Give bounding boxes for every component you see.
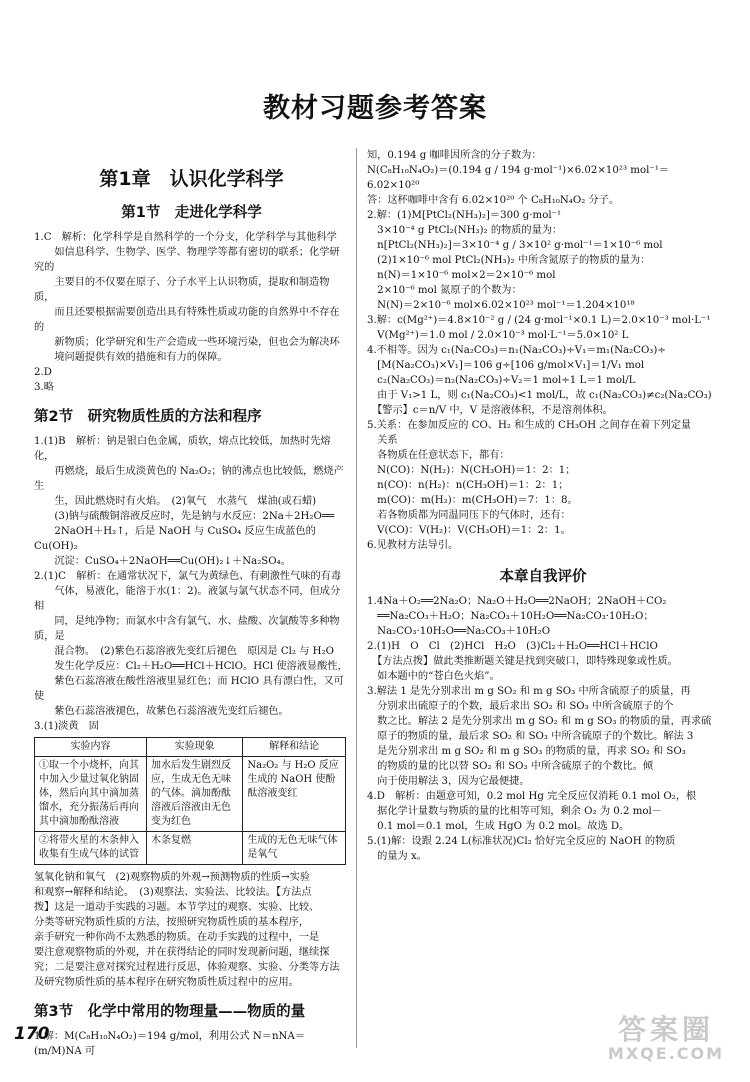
chapter-title: 第1章 认识化学科学 xyxy=(99,168,284,190)
text-line: 发生化学反应：Cl₂＋H₂O══HCl＋HClO。HCl 使溶液显酸性， xyxy=(34,661,348,672)
text-line: 原子的物质的量，最后求 SO₂ 和 SO₃ 中所含硫原子的个数比。解法 3 xyxy=(367,731,694,742)
text-line: 由于 V₁>1 L，则 c₁(Na₂CO₃)<1 mol/L，故 c₁(Na₂CO₃)≠c₂(Na₂CO₃) xyxy=(367,390,712,401)
text-line: 2.解：(1)M[PtCl₂(NH₃)₂]＝300 g·mol⁻¹ xyxy=(367,210,562,221)
text-line: 4.D 解析：由题意可知，0.2 mol Hg 完全反应仅消耗 0.1 mol O₂，根 xyxy=(367,791,697,802)
text-line: ══Na₂CO₃＋H₂O；Na₂CO₃＋10H₂O══Na₂CO₃·10H₂O； xyxy=(367,611,654,622)
left-column xyxy=(34,150,349,1059)
table-row xyxy=(35,832,346,865)
text-line: 再燃烧，最后生成淡黄色的 Na₂O₂；钠的沸点也比较低，燃烧产生 xyxy=(34,466,344,492)
text-line: 2.(1)C 解析：在通常状况下，氯气为黄绿色、有刺激性气味的有毒 xyxy=(34,571,342,582)
text-line: 分类等研究物质性质的方法，按照研究物质性质的基本程序， xyxy=(34,917,310,928)
watermark-url: MXQE.COM xyxy=(607,1044,725,1063)
text-line: 紫色石蕊溶液在酸性溶液里显红色；而 HClO 具有漂白性，又可使 xyxy=(34,676,344,702)
text-line: 沉淀：CuSO₄＋2NaOH══Cu(OH)₂↓＋Na₂SO₄。 xyxy=(34,556,291,567)
page-title: 教材习题参考答案 xyxy=(263,93,487,124)
text-line: 若各物质都为同温同压下的气体时，还有： xyxy=(367,510,571,521)
text-line: 的量为 x。 xyxy=(367,851,427,862)
text-line: 3.略 xyxy=(34,382,54,393)
table-cell: 木条复燃 xyxy=(146,832,242,865)
text-line: 主要目的不仅要在原子、分子水平上认识物质，提取和制造物质， xyxy=(34,277,330,303)
text-line: 分别求出硫原子的个数，最后求出 SO₂ 和 SO₃ 中所含硫原子的个 xyxy=(367,701,674,712)
table-header: 实验内容 xyxy=(35,738,147,757)
text-line: 3.(1)淡黄 固 xyxy=(34,721,99,732)
text-line: 而且还要根据需要创造出具有特殊性质或功能的自然界中不存在的 xyxy=(34,307,340,333)
section-1-title: 第1节 走进化学科学 xyxy=(121,205,262,221)
watermark-logo xyxy=(596,1008,736,1068)
text-line: 的物质的量的比以替 SO₂ 和 SO₃ 中所含硫原子的个数比。倾 xyxy=(367,761,654,772)
text-line: 新物质；化学研究和生产会造成一些环境污染，但也会为解决环 xyxy=(34,337,340,348)
text-line: 氢氧化钠和氧气 (2)观察物质的外观→预测物质的性质→实验 xyxy=(34,872,311,883)
after-table-body xyxy=(34,870,349,990)
watermark-text: 答案圈 xyxy=(617,1013,714,1046)
text-line: 亲手研究一种你尚不太熟悉的物质。在动手实践的过程中，一是 xyxy=(34,932,320,943)
text-line: 混合物。 (2)紫色石蕊溶液先变红后褪色 原因是 Cl₂ 与 H₂O xyxy=(34,646,335,657)
text-line: 2NaOH＋H₂↑，后是 NaOH 与 CuSO₄ 反应生成蓝色的 Cu(OH)₂ xyxy=(34,526,316,552)
text-line: 据化学计量数与物质的量的比相等可知，剩余 O₂ 为 0.2 mol－ xyxy=(367,806,662,817)
text-line: n[PtCl₂(NH₃)₂]＝3×10⁻⁴ g / 3×10² g·mol⁻¹＝1×10⁻⁶ mol xyxy=(367,240,663,251)
text-line: 如本题中的“苍白色火焰”。 xyxy=(367,671,500,682)
text-line: 3.解法 1 是先分别求出 m g SO₂ 和 m g SO₃ 中所含硫原子的质量，再 xyxy=(367,686,691,697)
text-line: 3.解：c(Mg²⁺)＝4.8×10⁻² g / (24 g·mol⁻¹×0.1 L)＝2.0×10⁻³ mol·L⁻¹ xyxy=(367,315,711,326)
text-line: 同，是纯净物；而氯水中含有氯气、水、盐酸、次氯酸等多种物质，是 xyxy=(34,616,340,642)
text-line: 2×10⁻⁶ mol 氮原子的个数为： xyxy=(367,285,522,296)
text-line: 5.关系：在参加反应的 CO、H₂ 和生成的 CH₃OH 之间存在着下列定量 xyxy=(367,420,692,431)
table-cell: 生成的无色无味气体是氧气 xyxy=(243,832,346,865)
text-line: N(N)＝2×10⁻⁶ mol×6.02×10²³ mol⁻¹＝1.204×10¹⁸ xyxy=(367,300,635,311)
text-line: n(N)＝1×10⁻⁶ mol×2＝2×10⁻⁶ mol xyxy=(367,270,556,281)
text-line: 向于使用解法 3，因为它最便捷。 xyxy=(367,776,530,787)
experiment-table xyxy=(34,737,346,865)
text-line: 如信息科学、生物学、医学、物理学等都有密切的联系；化学研究的 xyxy=(34,247,340,273)
column-divider xyxy=(356,148,357,1048)
text-line: 各物质在任意状态下，都有： xyxy=(367,450,510,461)
text-line: 6.见教材方法导引。 xyxy=(367,540,459,551)
text-line: 0.1 mol＝0.1 mol，生成 HgO 为 0.2 mol。故选 D。 xyxy=(367,821,630,832)
section-2-title: 第2节 研究物质性质的方法和程序 xyxy=(34,409,262,425)
text-line: 和观察→解释和结论。 (3)观察法、实验法、比较法。【方法点 xyxy=(34,887,312,898)
text-line: 2.(1)H O Cl (2)HCl H₂O (3)Cl₂＋H₂O══HCl＋HClO xyxy=(367,641,658,652)
text-line: c₂(Na₂CO₃)＝n₂(Na₂CO₃)÷V₂＝1 mol÷1 L＝1 mol/L xyxy=(367,375,636,386)
page-number: 170 xyxy=(14,1024,50,1044)
text-line: 数之比。解法 2 是先分别求出 m g SO₂ 和 m g SO₃ 的物质的量，再求硫 xyxy=(367,716,712,727)
text-line: 【警示】c＝n/V 中，V 是溶液体积，不是溶剂体积。 xyxy=(367,405,613,416)
text-line: m(CO)：m(H₂)：m(CH₃OH)＝7：1：8。 xyxy=(367,495,578,506)
text-line: (3)钠与硫酸铜溶液反应时，先是钠与水反应：2Na＋2H₂O══ xyxy=(34,511,335,522)
text-line: 生，因此燃烧时有火焰。 (2)氧气 水蒸气 煤油(或石蜡) xyxy=(34,496,317,507)
table-row xyxy=(35,757,346,832)
text-line: n(CO)：n(H₂)：n(CH₃OH)＝1：2：1； xyxy=(367,480,569,491)
text-line: 紫色石蕊溶液褪色，故紫色石蕊溶液先变红后褪色。 xyxy=(34,706,289,717)
text-line: 关系 xyxy=(367,435,398,446)
text-line: 答：这杯咖啡中含有 6.02×10²⁰ 个 C₈H₁₀N₄O₂ 分子。 xyxy=(367,195,620,206)
text-line: 1.(1)B 解析：钠是银白色金属，质软，熔点比较低，加热时先熔化， xyxy=(34,436,331,462)
text-line: Na₂CO₃·10H₂O══Na₂CO₃＋10H₂O xyxy=(367,626,551,637)
text-line: 拨】这是一道动手实践的习题。本节学过的观察、实验、比较、 xyxy=(34,902,320,913)
text-line: 5.(1)解：设跟 2.24 L(标准状况)Cl₂ 恰好完全反应的 NaOH 的物质 xyxy=(367,836,676,847)
text-line: V(CO)：V(H₂)：V(CH₃OH)＝1：2：1。 xyxy=(367,525,571,536)
text-line: N(C₈H₁₀N₄O₂)＝(0.194 g / 194 g·mol⁻¹)×6.02×10²³ mol⁻¹＝6.02×10²⁰ xyxy=(367,165,669,191)
text-line: 1.解：M(C₈H₁₀N₄O₂)＝194 g/mol，利用公式 N＝nNA＝(m/M)NA 可 xyxy=(34,1031,306,1057)
right-answers-b xyxy=(367,594,719,864)
table-cell: 加水后发生剧烈反应，生成无色无味的气体。滴加酚酞溶液后溶液由无色变为红色 xyxy=(146,757,242,832)
table-header: 实验现象 xyxy=(146,738,242,757)
text-line: 气体，易液化，能溶于水(1：2)。液氯与氯气状态不同，但成分相 xyxy=(34,586,341,612)
table-header: 解释和结论 xyxy=(243,738,346,757)
table-cell: Na₂O₂ 与 H₂O 反应生成的 NaOH 使酚酞溶液变红 xyxy=(243,757,346,832)
table-cell: ①取一个小烧杯，向其中加入少量过氧化钠固体，然后向其中滴加蒸馏水，充分振荡后再向其中滴加酚酞溶液 xyxy=(35,757,147,832)
right-answers-a xyxy=(367,148,719,553)
text-line: 究；二是要注意对探究过程进行反思，体验观察、实验、分类等方法 xyxy=(34,962,340,973)
text-line: V(Mg²⁺)＝1.0 mol / 2.0×10⁻³ mol·L⁻¹＝5.0×10² L xyxy=(367,330,629,341)
text-line: N(CO)：N(H₂)：N(CH₃OH)＝1：2：1； xyxy=(367,465,576,476)
section-1-body xyxy=(34,230,349,395)
text-line: 要注意观察物质的外观，并在获得结论的同时发现新问题，继续探 xyxy=(34,947,330,958)
text-line: 1.C 解析：化学科学是自然科学的一个分支，化学科学与其他科学 xyxy=(34,232,337,243)
self-evaluation-title: 本章自我评价 xyxy=(499,569,587,585)
text-line: 4.不相等。因为 c₁(Na₂CO₃)＝n₁(Na₂CO₃)÷V₁＝m₁(Na₂CO₃)÷ xyxy=(367,345,666,356)
text-line: 知，0.194 g 咖啡因所含的分子数为： xyxy=(367,150,542,161)
text-line: 【方法点拨】做此类推断题关键是找到突破口，即特殊现象或性质。 xyxy=(367,656,678,667)
text-line: 2.D xyxy=(34,367,52,378)
section-2-body xyxy=(34,434,349,734)
text-line: (2)1×10⁻⁶ mol PtCl₂(NH₃)₂ 中所含氮原子的物质的量为： xyxy=(367,255,651,266)
text-line: 境问题提供有效的措施和有力的保障。 xyxy=(34,352,228,363)
right-column xyxy=(367,148,719,864)
text-line: 3×10⁻⁴ g PtCl₂(NH₃)₂ 的物质的量为： xyxy=(367,225,563,236)
section-3-body xyxy=(34,1029,349,1059)
table-cell: ②将带火星的木条伸入收集有生成气体的试管 xyxy=(35,832,147,865)
text-line: 及研究物质性质的基本程序在研究物质性质过程中的应用。 xyxy=(34,977,299,988)
text-line: 是先分别求出 m g SO₂ 和 m g SO₃ 的物质的量，再求 SO₂ 和 SO₃ xyxy=(367,746,686,757)
text-line: [M(Na₂CO₃)×V₁]＝106 g÷[106 g/mol×V₁]＝1/V₁ mol xyxy=(367,360,645,371)
section-3-title: 第3节 化学中常用的物理量——物质的量 xyxy=(34,1004,306,1020)
text-line: 1.4Na＋O₂══2Na₂O；Na₂O＋H₂O══2NaOH；2NaOH＋CO₂ xyxy=(367,596,667,607)
